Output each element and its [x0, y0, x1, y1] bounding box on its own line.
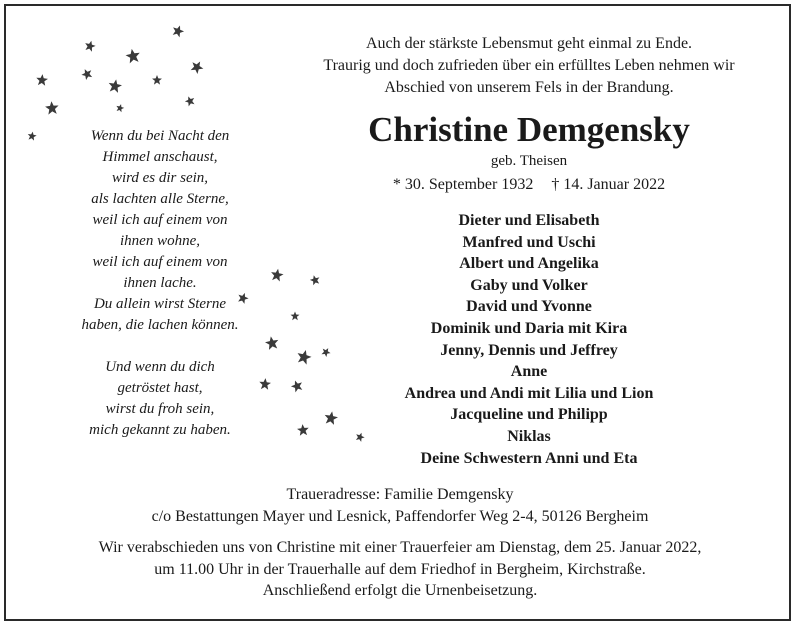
life-dates	[300, 174, 758, 196]
poem-line: wird es dir sein,	[111, 170, 209, 186]
service-line: Wir verabschieden uns von Christine mit einer Trauerfeier am Dienstag, dem 25. Januar 2022,	[98, 539, 702, 556]
birth-name: geb. Theisen	[490, 153, 568, 169]
poem-line: wirst du froh sein,	[105, 401, 215, 417]
intro-text	[300, 33, 758, 99]
birth-date: * 30. September 1932	[392, 176, 534, 193]
mourner: Dieter und Elisabeth	[458, 212, 600, 229]
poem-line: ihnen wohne,	[120, 233, 200, 249]
service-line: Anschließend erfolgt die Urnenbeisetzung.	[262, 582, 538, 599]
death-date: † 14. Januar 2022	[551, 176, 666, 193]
address-line: c/o Bestattungen Mayer und Lesnick, Paffendorfer Weg 2-4, 50126 Bergheim	[151, 507, 649, 525]
poem-line: weil ich auf einem von	[92, 212, 228, 228]
mourner: Manfred und Uschi	[462, 233, 596, 251]
poem-line: Und wenn du dich	[105, 359, 215, 375]
poem-line: ihnen lache.	[123, 275, 197, 291]
mourner: David und Yvonne	[466, 298, 592, 316]
poem-line: getröstet hast,	[117, 380, 203, 396]
mourner: Andrea und Andi mit Lilia und Lion	[404, 384, 654, 402]
service-line: um 11.00 Uhr in der Trauerhalle auf dem Friedhof in Bergheim, Kirchstraße.	[154, 560, 646, 578]
poem-line: mich gekannt zu haben.	[89, 422, 231, 438]
mourner: Jenny, Dennis und Jeffrey	[440, 341, 618, 359]
mourner: Albert und Angelika	[459, 255, 599, 273]
intro-line: Abschied von unserem Fels in der Brandung.	[384, 79, 674, 96]
poem-line: Du allein wirst Sterne	[93, 296, 227, 312]
mourner: Niklas	[507, 427, 551, 445]
poem-line: haben, die lachen können.	[81, 317, 239, 333]
deceased-name: Christine Demgensky	[368, 110, 690, 149]
mourner-list	[300, 210, 758, 469]
mourner: Deine Schwestern Anni und Eta	[420, 449, 638, 467]
poem-line: weil ich auf einem von	[92, 254, 228, 270]
stanza-break	[60, 336, 260, 357]
intro-line: Auch der stärkste Lebensmut geht einmal zu Ende.	[365, 35, 693, 52]
address-line: Traueradresse: Familie Demgensky	[286, 486, 514, 503]
intro-line: Traurig und doch zufrieden über ein erfülltes Leben nehmen wir	[323, 57, 735, 74]
service-info	[20, 537, 780, 602]
poem-line: als lachten alle Sterne,	[91, 191, 229, 207]
mourner: Anne	[510, 363, 548, 381]
mourner: Gaby und Volker	[470, 276, 588, 294]
mourner: Jacqueline und Philipp	[450, 406, 608, 424]
mourner: Dominik und Daria mit Kira	[430, 319, 628, 337]
poem	[60, 126, 260, 441]
poem-line: Himmel anschaust,	[102, 149, 218, 165]
mourning-address	[20, 484, 780, 527]
poem-line: Wenn du bei Nacht den	[90, 128, 230, 144]
